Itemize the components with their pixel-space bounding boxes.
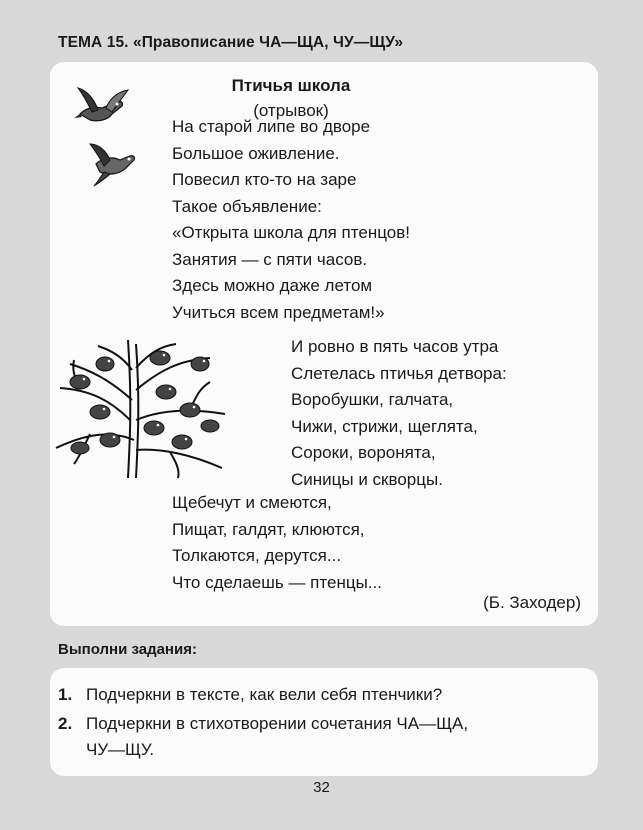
task-text: Подчеркни в тексте, как вели себя птенчики? xyxy=(86,685,443,704)
task-text-continuation: ЧУ—ЩУ. xyxy=(86,740,155,759)
poem-line: Слетелась птичья детвора: xyxy=(291,363,507,383)
flying-bird-icon xyxy=(86,136,140,188)
poem-line: И ровно в пять часов утра xyxy=(291,337,499,356)
task-item xyxy=(58,682,442,708)
poem-title: Птичья школа xyxy=(231,76,351,95)
poem-line: Чижи, стрижи, щеглята, xyxy=(291,416,478,436)
task-number: 2. xyxy=(58,714,73,733)
poem-line: Занятия — с пяти часов. xyxy=(172,249,368,269)
poem-author: (Б. Заходер) xyxy=(483,593,581,612)
flying-bird-icon xyxy=(72,84,132,134)
poem-line: На старой липе во дворе xyxy=(172,117,371,136)
poem-stanza-2 xyxy=(291,334,507,493)
poem-line: Большое оживление. xyxy=(172,143,340,163)
task-number: 1. xyxy=(58,685,73,704)
poem-line: Толкаются, дерутся... xyxy=(172,546,342,565)
tasks-heading: Выполни задания: xyxy=(58,641,197,658)
task-text: Подчеркни в стихотворении сочетания ЧА—ЩА, xyxy=(86,714,469,733)
poem-line: Здесь можно даже летом xyxy=(172,276,373,295)
poem-line: «Открыта школа для птенцов! xyxy=(172,223,410,242)
poem-line: Синицы и скворцы. xyxy=(291,469,443,489)
poem-subtitle: (отрывок) xyxy=(253,101,329,120)
poem-stanza-3 xyxy=(172,490,382,596)
page-number: 32 xyxy=(313,779,330,796)
topic-heading: ТЕМА 15. «Правописание ЧА—ЩА, ЧУ—ЩУ» xyxy=(58,34,404,51)
task-item xyxy=(58,711,598,763)
poem-stanza-1 xyxy=(172,114,410,326)
poem-line: Сороки, воронята, xyxy=(291,443,436,462)
poem-line: Повесил кто-то на заре xyxy=(172,170,357,189)
tree-with-birds-illustration xyxy=(50,330,240,480)
poem-line: Учиться всем предметам!» xyxy=(172,302,385,322)
poem-line: Что сделаешь — птенцы... xyxy=(172,572,382,592)
poem-line: Воробушки, галчата, xyxy=(291,390,454,409)
poem-line: Пищат, галдят, клюются, xyxy=(172,519,365,539)
poem-line: Такое объявление: xyxy=(172,196,322,216)
poem-line: Щебечут и смеются, xyxy=(172,493,332,512)
